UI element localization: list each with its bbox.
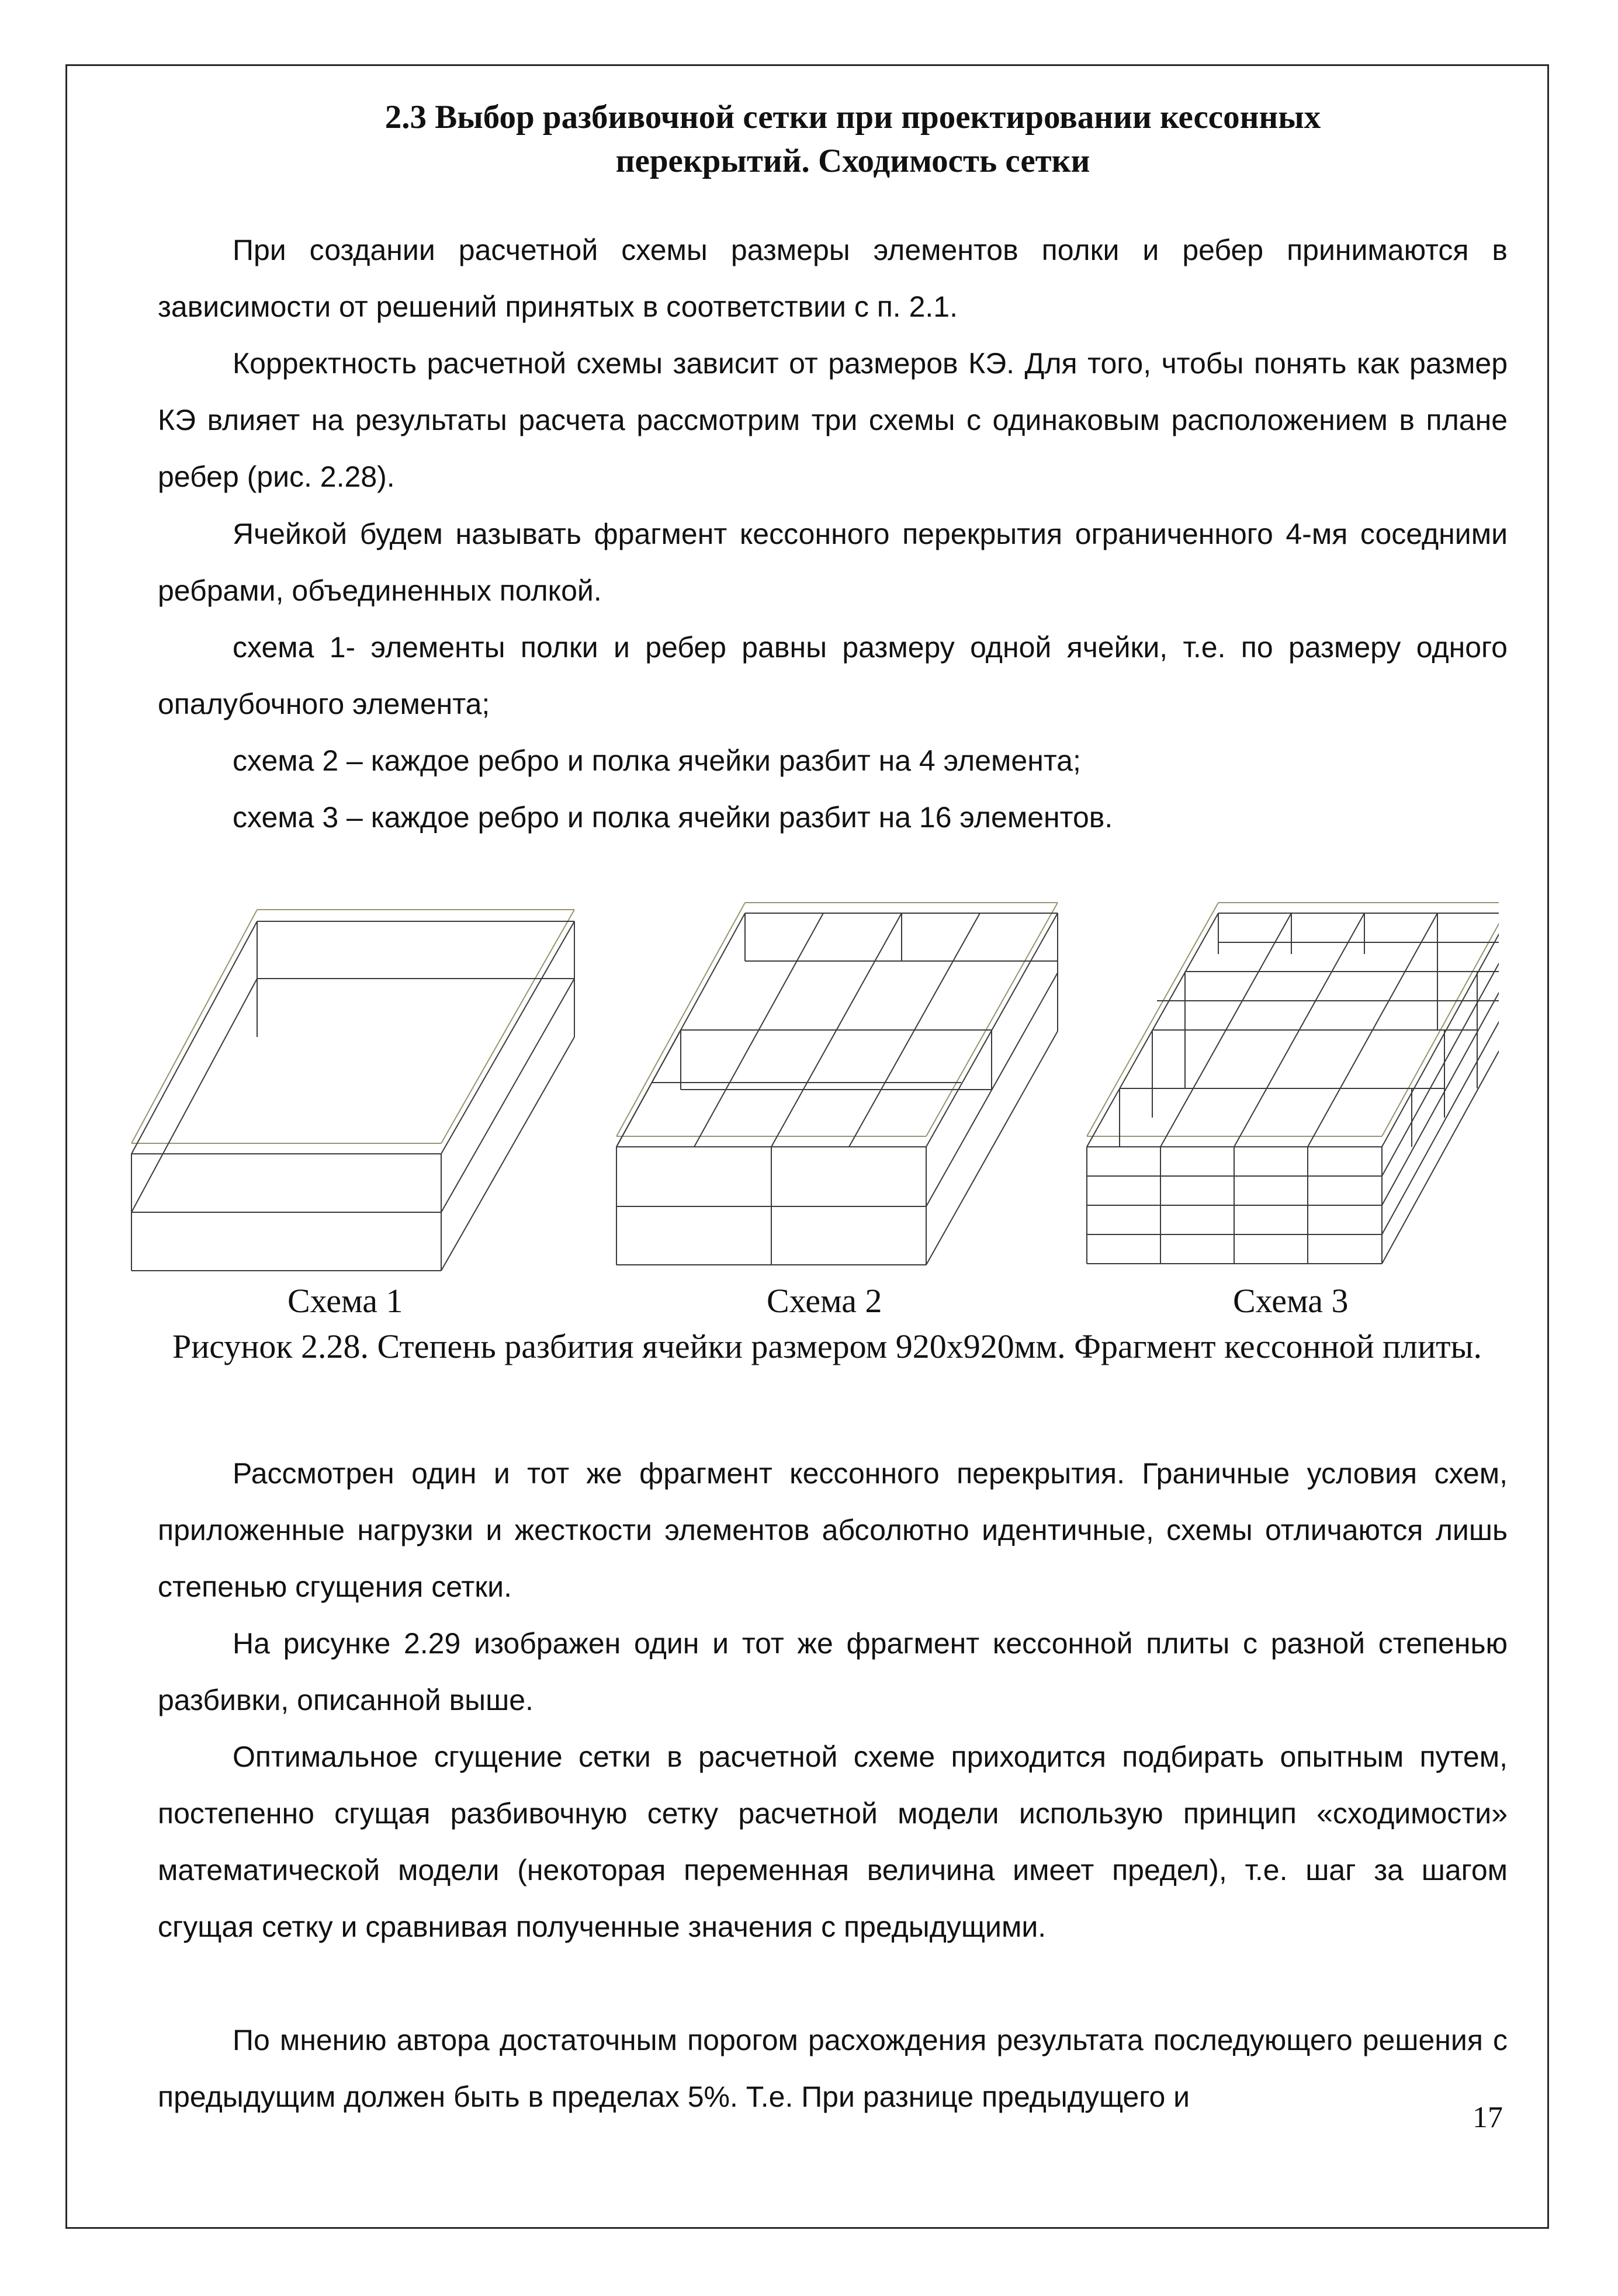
section-title-line-1: 2.3 Выбор разбивочной сетки при проектировании кессонных <box>384 99 1321 136</box>
scheme-1-drawing <box>131 910 574 1271</box>
paragraph-figure-229: На рисунке 2.29 изображен один и тот же фрагмент кессонной плиты с разной степенью разбивки, описанной выше. <box>158 1627 1508 1716</box>
paragraph-scheme-2: схема 2 – каждое ребро и полка ячейки разбит на 4 элемента; <box>233 744 1081 777</box>
paragraph-scheme-3: схема 3 – каждое ребро и полка ячейки разбит на 16 элементов. <box>233 801 1113 834</box>
paragraph-threshold: По мнению автора достаточным порогом расхождения результата последующего решения с предыдущим должен быть в пределах 5%. Т.е. При разнице предыдущего и <box>158 2024 1508 2113</box>
paragraph-scheme-1: схема 1- элементы полки и ребер равны размеру одной ячейки, т.е. по размеру одного опалубочного элемента; <box>158 631 1508 720</box>
section-title-line-2: перекрытий. Сходимость сетки <box>615 143 1090 179</box>
mesh-figure <box>126 891 1499 1274</box>
label-scheme-1: Схема 1 <box>287 1282 403 1320</box>
label-scheme-3: Схема 3 <box>1233 1282 1349 1320</box>
paragraph-optimal-mesh: Оптимальное сгущение сетки в расчетной схеме приходится подбирать опытным путем, постепенно сгущая разбивочную сетку расчетной модели использую принцип «сходимости» математической модели (некоторая переменная величина имеет предел), т.е. шаг за шагом сгущая сетку и сравнивая полученные значения с предыдущими. <box>158 1740 1508 1943</box>
paragraph-correctness: Корректность расчетной схемы зависит от размеров КЭ. Для того, чтобы понять как размер КЭ влияет на результаты расчета рассмотрим три схемы с одинаковым расположением в плане ребер (рис. 2.28). <box>158 347 1508 493</box>
paragraph-intro: При создании расчетной схемы размеры элементов полки и ребер принимаются в зависимости от решений принятых в соответствии с п. 2.1. <box>158 234 1508 323</box>
scheme-2-drawing <box>616 903 1058 1265</box>
scheme-3-drawing <box>1087 903 1499 1264</box>
label-scheme-2: Схема 2 <box>767 1282 882 1320</box>
figure-caption: Рисунок 2.28. Степень разбития ячейки размером 920х920мм. Фрагмент кессонной плиты. <box>172 1327 1482 1365</box>
page-number: 17 <box>1473 2101 1503 2134</box>
paragraph-same-fragment: Рассмотрен один и тот же фрагмент кессонного перекрытия. Граничные условия схем, приложенные нагрузки и жесткости элементов абсолютно идентичные, схемы отличаются лишь степенью сгущения сетки. <box>158 1457 1508 1603</box>
paragraph-cell-definition: Ячейкой будем называть фрагмент кессонного перекрытия ограниченного 4-мя соседними ребрами, объединенных полкой. <box>158 518 1508 607</box>
